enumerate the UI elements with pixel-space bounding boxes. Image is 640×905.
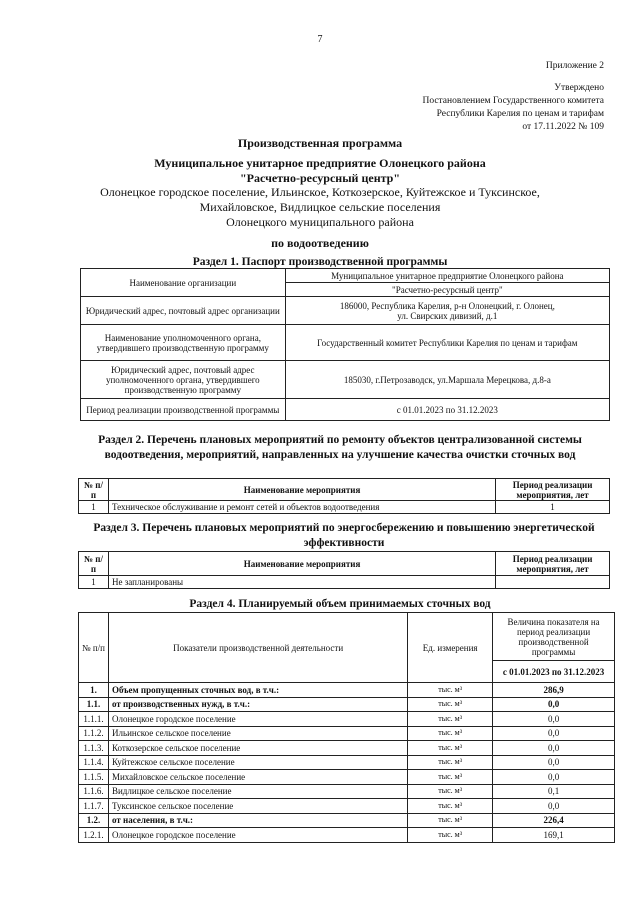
s4-cell-name: Ильинское сельское поселение bbox=[108, 726, 407, 741]
s4-cell-unit: тыс. м³ bbox=[408, 741, 493, 756]
passport-table bbox=[80, 268, 610, 421]
s4-cell-value: 0,0 bbox=[493, 770, 615, 785]
table-row bbox=[79, 770, 615, 785]
table-row bbox=[79, 813, 615, 828]
s4-cell-value: 226,4 bbox=[493, 813, 615, 828]
s4-cell-name: Олонецкое городское поселение bbox=[108, 712, 407, 727]
s4-cell-value: 0,0 bbox=[493, 697, 615, 712]
s4-cell-unit: тыс. м³ bbox=[408, 755, 493, 770]
passport-value-org-2: "Расчетно-ресурсный центр" bbox=[285, 283, 609, 297]
s4-cell-unit: тыс. м³ bbox=[408, 683, 493, 698]
section2-table bbox=[78, 478, 610, 514]
org-name-2: "Расчетно-ресурсный центр" bbox=[239, 171, 401, 185]
page-number: 7 bbox=[317, 34, 323, 45]
table-row bbox=[79, 712, 615, 727]
s2-row-period: 1 bbox=[496, 501, 610, 514]
approved-label: Утверждено bbox=[554, 83, 604, 93]
s4-cell-unit: тыс. м³ bbox=[408, 813, 493, 828]
s4-cell-name: Туксинское сельское поселение bbox=[108, 799, 407, 814]
s4-col-no: № п/п bbox=[79, 613, 109, 683]
s4-cell-unit: тыс. м³ bbox=[408, 712, 493, 727]
table-row bbox=[79, 755, 615, 770]
approval-line-3: от 17.11.2022 № 109 bbox=[522, 122, 604, 132]
program-subject: по водоотведению bbox=[271, 236, 369, 250]
section3-table bbox=[78, 551, 610, 589]
s4-cell-name: Олонецкое городское поселение bbox=[108, 828, 407, 843]
passport-value-authority: Государственный комитет Республики Карелия по ценам и тарифам bbox=[285, 325, 609, 361]
s4-cell-unit: тыс. м³ bbox=[408, 697, 493, 712]
s3-row-period bbox=[496, 576, 610, 589]
s4-cell-value: 0,0 bbox=[493, 712, 615, 727]
s4-cell-no: 1.1.1. bbox=[79, 712, 109, 727]
s4-cell-no: 1.2.1. bbox=[79, 828, 109, 843]
org-name-1: Муниципальное унитарное предприятие Олонецкого района bbox=[154, 156, 486, 170]
table-row bbox=[79, 683, 615, 698]
s4-cell-unit: тыс. м³ bbox=[408, 828, 493, 843]
s4-cell-name: Коткозерское сельское поселение bbox=[108, 741, 407, 756]
s4-cell-name: Михайловское сельское поселение bbox=[108, 770, 407, 785]
s3-row-name: Не запланированы bbox=[108, 576, 495, 589]
s4-cell-no: 1.1.3. bbox=[79, 741, 109, 756]
s4-cell-no: 1.1.2. bbox=[79, 726, 109, 741]
s4-cell-no: 1.1. bbox=[79, 697, 109, 712]
area-line-3: Олонецкого муниципального района bbox=[226, 215, 414, 229]
s4-col-period: с 01.01.2023 по 31.12.2023 bbox=[493, 661, 615, 683]
table-row bbox=[79, 784, 615, 799]
s4-cell-value: 0,0 bbox=[493, 755, 615, 770]
s4-col-name: Показатели производственной деятельности bbox=[108, 613, 407, 683]
s4-cell-name: от населения, в т.ч.: bbox=[108, 813, 407, 828]
s2-col-name: Наименование мероприятия bbox=[108, 479, 495, 501]
s4-cell-name: Видлицкое сельское поселение bbox=[108, 784, 407, 799]
s4-cell-value: 0,0 bbox=[493, 799, 615, 814]
s4-cell-no: 1. bbox=[79, 683, 109, 698]
s4-cell-no: 1.1.5. bbox=[79, 770, 109, 785]
s3-col-no: № п/п bbox=[79, 552, 109, 576]
section1-title: Раздел 1. Паспорт производственной программы bbox=[192, 256, 448, 268]
passport-value-org-1: Муниципальное унитарное предприятие Олонецкого района bbox=[285, 269, 609, 283]
area-line-2: Михайловское, Видлицкое сельские поселения bbox=[199, 200, 441, 214]
section3-title: Раздел 3. Перечень плановых мероприятий по энергосбережению и повышению энергетической эффективности bbox=[93, 522, 595, 549]
program-title: Производственная программа bbox=[237, 136, 403, 150]
area-line-1: Олонецкое городское поселение, Ильинское, Коткозерское, Куйтежское и Туксинское, bbox=[100, 185, 540, 199]
s3-col-period: Период реализации мероприятия, лет bbox=[496, 552, 610, 576]
table-row bbox=[79, 741, 615, 756]
s4-cell-no: 1.1.7. bbox=[79, 799, 109, 814]
section2-title: Раздел 2. Перечень плановых мероприятий по ремонту объектов централизованной системы водоотведения, мероприятий, направленных на улучшение качества очистки сточных вод bbox=[98, 434, 582, 461]
table-row bbox=[79, 726, 615, 741]
s4-cell-unit: тыс. м³ bbox=[408, 770, 493, 785]
s4-cell-no: 1.1.6. bbox=[79, 784, 109, 799]
s3-row-no: 1 bbox=[79, 576, 109, 589]
s4-col-value: Величина показателя на период реализации производственной программы bbox=[493, 613, 615, 661]
passport-label-period: Период реализации производственной программы bbox=[81, 399, 286, 421]
s4-cell-unit: тыс. м³ bbox=[408, 799, 493, 814]
s2-col-period: Период реализации мероприятия, лет bbox=[496, 479, 610, 501]
passport-value-address-2: ул. Свирских дивизий, д.1 bbox=[397, 310, 498, 321]
s4-cell-name: от производственных нужд, в т.ч.: bbox=[108, 697, 407, 712]
s4-cell-name: Объем пропущенных сточных вод, в т.ч.: bbox=[108, 683, 407, 698]
table-row bbox=[79, 697, 615, 712]
appendix-label: Приложение 2 bbox=[545, 61, 604, 71]
passport-label-authority: Наименование уполномоченного органа, утвердившего производственную программу bbox=[81, 325, 286, 361]
approval-line-2: Республики Карелия по ценам и тарифам bbox=[436, 109, 604, 119]
s2-row-no: 1 bbox=[79, 501, 109, 514]
s4-cell-value: 0,0 bbox=[493, 726, 615, 741]
passport-value-period: с 01.01.2023 по 31.12.2023 bbox=[285, 399, 609, 421]
s4-cell-no: 1.1.4. bbox=[79, 755, 109, 770]
s2-row-name: Техническое обслуживание и ремонт сетей и объектов водоотведения bbox=[108, 501, 495, 514]
s4-cell-value: 0,1 bbox=[493, 784, 615, 799]
s4-cell-no: 1.2. bbox=[79, 813, 109, 828]
section4-table bbox=[78, 612, 615, 843]
s4-cell-value: 286,9 bbox=[493, 683, 615, 698]
s4-col-unit: Ед. измерения bbox=[408, 613, 493, 683]
approval-line-1: Постановлением Государственного комитета bbox=[422, 96, 604, 106]
passport-label-authority-address: Юридический адрес, почтовый адрес уполномоченного органа, утвердившего производственную программу bbox=[81, 361, 286, 399]
section4-title: Раздел 4. Планируемый объем принимаемых сточных вод bbox=[189, 598, 491, 610]
passport-label-org: Наименование организации bbox=[81, 269, 286, 297]
s4-cell-value: 0,0 bbox=[493, 741, 615, 756]
table-row bbox=[79, 799, 615, 814]
table-row bbox=[79, 828, 615, 843]
s2-col-no: № п/п bbox=[79, 479, 109, 501]
s3-col-name: Наименование мероприятия bbox=[108, 552, 495, 576]
s4-cell-name: Куйтежское сельское поселение bbox=[108, 755, 407, 770]
s4-cell-value: 169,1 bbox=[493, 828, 615, 843]
passport-value-authority-address: 185030, г.Петрозаводск, ул.Маршала Мерецкова, д.8-а bbox=[285, 361, 609, 399]
s4-cell-unit: тыс. м³ bbox=[408, 726, 493, 741]
table-row bbox=[79, 576, 610, 589]
s4-cell-unit: тыс. м³ bbox=[408, 784, 493, 799]
passport-label-address: Юридический адрес, почтовый адрес организации bbox=[81, 297, 286, 325]
table-row bbox=[79, 501, 610, 514]
passport-value-address-1: 186000, Республика Карелия, р-н Олонецкий, г. Олонец, bbox=[339, 300, 555, 311]
